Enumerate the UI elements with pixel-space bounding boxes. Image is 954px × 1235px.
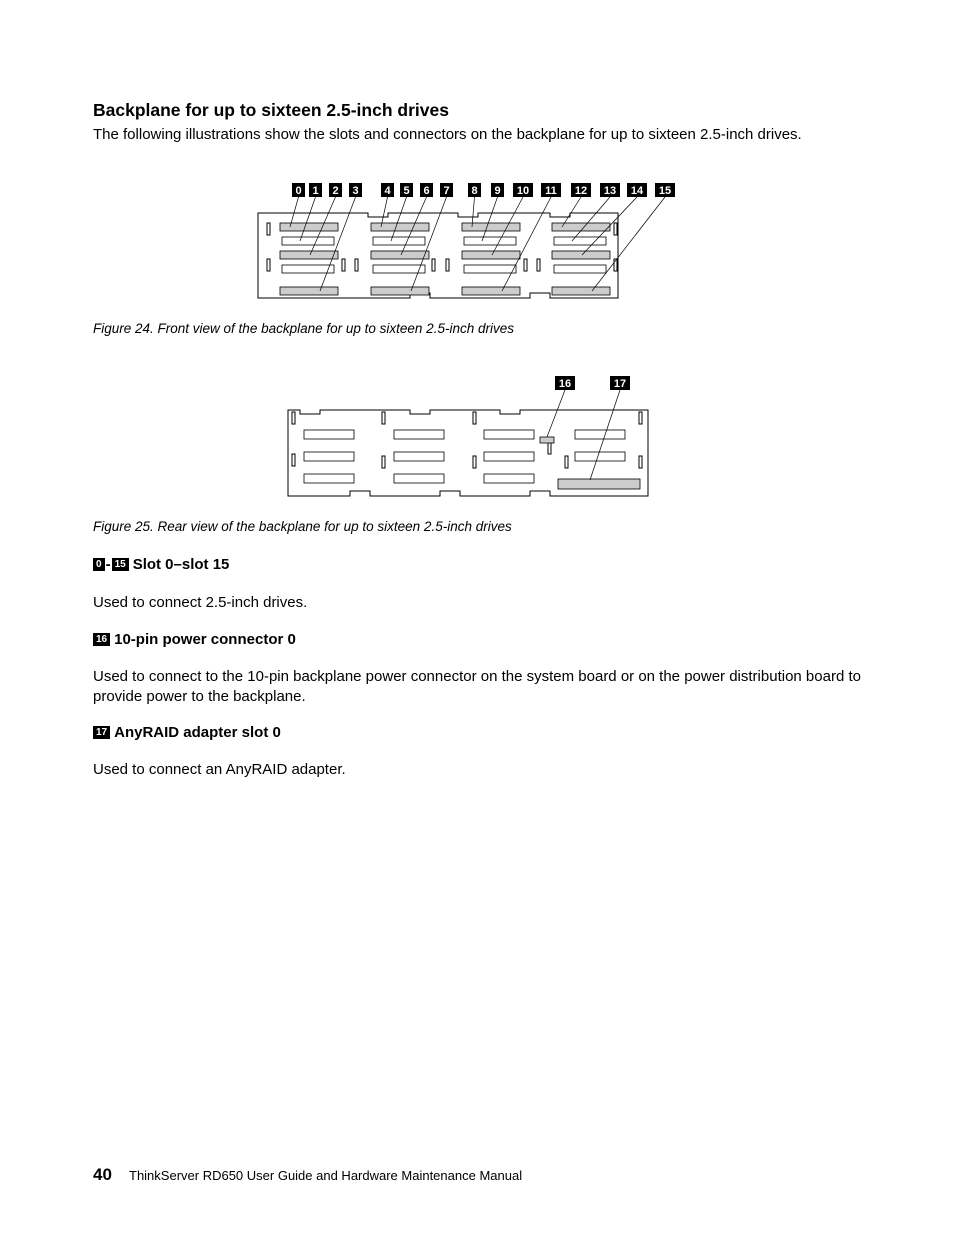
svg-text:1: 1	[312, 185, 319, 197]
callout-label	[349, 183, 362, 197]
drive-connector	[394, 474, 444, 483]
callout-badge: 15	[112, 558, 129, 571]
drive-connector	[371, 251, 429, 259]
callout-badge: 16	[93, 633, 110, 646]
leader-line	[547, 390, 565, 437]
mounting-slot	[432, 259, 435, 271]
section-heading: Backplane for up to sixteen 2.5-inch drives	[93, 100, 449, 120]
svg-text:16: 16	[558, 378, 572, 390]
item-description: Used to connect 2.5-inch drives.	[93, 594, 308, 611]
mounting-slot	[548, 442, 551, 454]
svg-text:2: 2	[332, 185, 339, 197]
drive-connector	[464, 237, 516, 245]
svg-text:15: 15	[658, 185, 672, 197]
item-title: 10-pin power connector 0	[114, 631, 296, 648]
drive-connector	[371, 287, 429, 295]
drive-connector	[282, 265, 334, 273]
svg-text:3: 3	[352, 185, 359, 197]
mounting-slot	[565, 456, 568, 468]
mounting-slot	[292, 454, 295, 466]
callout-label	[309, 183, 322, 197]
mounting-slot	[446, 259, 449, 271]
leader-line	[482, 197, 498, 241]
figure-24-caption: Figure 24. Front view of the backplane for up to sixteen 2.5-inch drives	[93, 321, 514, 336]
callout-label	[292, 183, 305, 197]
drive-connector	[484, 452, 534, 461]
anyraid-slot	[558, 479, 640, 489]
svg-text:14: 14	[630, 185, 644, 197]
figure-25-caption: Figure 25. Rear view of the backplane for up to sixteen 2.5-inch drives	[93, 519, 512, 534]
leader-line	[300, 197, 316, 241]
callout-label	[600, 183, 620, 197]
slot-range-heading	[93, 556, 229, 573]
callout-label	[381, 183, 394, 197]
callout-label	[513, 183, 533, 197]
leader-line	[391, 197, 407, 241]
callout-label	[541, 183, 561, 197]
mounting-slot	[342, 259, 345, 271]
footer-title: ThinkServer RD650 User Guide and Hardware Maintenance Manual	[129, 1168, 523, 1183]
drive-connector	[484, 430, 534, 439]
svg-text:6: 6	[423, 185, 430, 197]
leader-line	[381, 197, 388, 227]
drive-connector	[464, 265, 516, 273]
mounting-slot	[267, 259, 270, 271]
callout-label	[610, 376, 630, 390]
drive-connector	[575, 430, 625, 439]
drive-connector	[394, 430, 444, 439]
mounting-slot	[292, 412, 295, 424]
svg-text:0: 0	[295, 185, 302, 197]
drive-connector	[280, 287, 338, 295]
leader-line	[562, 197, 581, 227]
callout-label	[440, 183, 453, 197]
callout-label	[571, 183, 591, 197]
front-view-diagram	[250, 175, 700, 310]
intro-paragraph: The following illustrations show the slots and connectors on the backplane for up to sixteen 2.5-inch drives.	[93, 126, 802, 143]
drive-connector	[304, 452, 354, 461]
callout-badge: 0	[93, 558, 105, 571]
drive-connector	[373, 265, 425, 273]
drive-connector	[554, 265, 606, 273]
mounting-slot	[614, 223, 617, 235]
mounting-slot	[355, 259, 358, 271]
callout-label	[329, 183, 342, 197]
callout-label	[655, 183, 675, 197]
svg-text:5: 5	[403, 185, 410, 197]
drive-connector	[304, 430, 354, 439]
drive-connector	[552, 287, 610, 295]
item-description: Used to connect an AnyRAID adapter.	[93, 761, 346, 778]
drive-connector	[371, 223, 429, 231]
drive-connector	[552, 223, 610, 231]
drive-connector	[462, 287, 520, 295]
callout-label	[627, 183, 647, 197]
drive-connector	[552, 251, 610, 259]
leader-line	[290, 197, 299, 227]
mounting-slot	[382, 412, 385, 424]
mounting-slot	[382, 456, 385, 468]
svg-text:17: 17	[613, 378, 627, 390]
mounting-slot	[537, 259, 540, 271]
svg-text:11: 11	[545, 185, 557, 197]
power-connector	[540, 437, 554, 443]
leader-line	[572, 197, 610, 241]
callout-badge: 17	[93, 726, 110, 739]
svg-text:13: 13	[603, 185, 617, 197]
drive-connector	[462, 223, 520, 231]
mounting-slot	[473, 456, 476, 468]
callout-label	[400, 183, 413, 197]
leader-line	[472, 197, 475, 227]
callout-label	[468, 183, 481, 197]
drive-connector	[462, 251, 520, 259]
mounting-slot	[267, 223, 270, 235]
rear-view-diagram	[280, 370, 660, 500]
item-title: AnyRAID adapter slot 0	[114, 724, 281, 741]
drive-connector	[484, 474, 534, 483]
svg-text:4: 4	[384, 185, 391, 197]
mounting-slot	[524, 259, 527, 271]
drive-connector	[394, 452, 444, 461]
svg-text:8: 8	[471, 185, 478, 197]
drive-connector	[280, 223, 338, 231]
svg-text:9: 9	[494, 185, 501, 197]
mounting-slot	[473, 412, 476, 424]
callout-label	[555, 376, 575, 390]
page-number: 40	[93, 1165, 112, 1184]
mounting-slot	[639, 412, 642, 424]
drive-connector	[304, 474, 354, 483]
drive-connector	[280, 251, 338, 259]
mounting-slot	[639, 456, 642, 468]
drive-connector	[373, 237, 425, 245]
range-separator: -	[105, 556, 111, 573]
callout-label	[491, 183, 504, 197]
svg-text:7: 7	[443, 185, 450, 197]
item-description: Used to connect to the 10-pin backplane power connector on the system board or on the power distribution board to provide power to the backplane.	[93, 668, 861, 705]
callout-label	[420, 183, 433, 197]
item-title: Slot 0–slot 15	[132, 556, 230, 573]
drive-connector	[282, 237, 334, 245]
anyraid-slot-heading	[93, 724, 281, 741]
svg-text:12: 12	[574, 185, 588, 197]
svg-text:10: 10	[516, 185, 530, 197]
power-connector-heading	[93, 631, 296, 648]
drive-connector	[575, 452, 625, 461]
